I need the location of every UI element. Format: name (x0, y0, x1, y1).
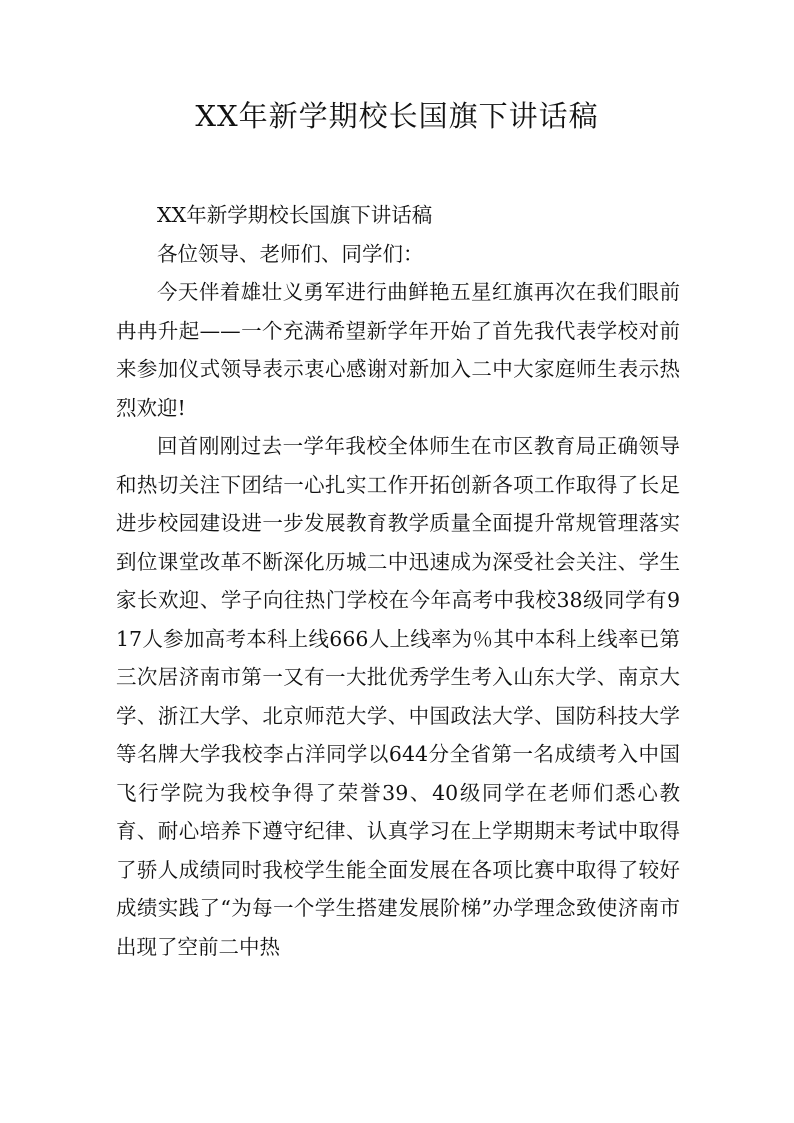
paragraph-salutation: 各位领导、老师们、同学们： (157, 241, 424, 266)
document-title: XX年新学期校长国旗下讲话稿 (195, 99, 599, 133)
paragraph-subtitle: XX年新学期校长国旗下讲话稿 (157, 203, 433, 227)
paragraph-opening: 今天伴着雄壮义勇军进行曲鲜艳五星红旗再次在我们眼前冉冉升起——一个充满希望新学年开始了首先我代表学校对前来参加仪式领导表示衷心感谢对新加入二中大家庭师生表示热烈欢迎! (116, 280, 680, 420)
paragraph-review: 回首刚刚过去一学年我校全体师生在市区教育局正确领导和热切关注下团结一心扎实工作开拓创新各项工作取得了长足进步校园建设进一步发展教育教学质量全面提升常规管理落实到位课堂改革不断深化历城二中迅速成为深受社会关注、学生家长欢迎、学子向往热门学校在今年高考中我校38级同学有917人参加高考本科上线666人上线率为％其中本科上线率已第三次居济南市第一又有一大批优秀学生考入山东大学、南京大学、浙江大学、北京师范大学、中国政法大学、国防科技大学等名牌大学我校李占洋同学以644分全省第一名成绩考入中国飞行学院为我校争得了荣誉39、40级同学在老师们悉心教育、耐心培养下遵守纪律、认真学习在上学期期末考试中取得了骄人成绩同时我校学生能全面发展在各项比赛中取得了较好成绩实践了“为每一个学生搭建发展阶梯”办学理念致使济南市出现了空前二中热 (116, 434, 680, 959)
document-body (116, 196, 680, 966)
